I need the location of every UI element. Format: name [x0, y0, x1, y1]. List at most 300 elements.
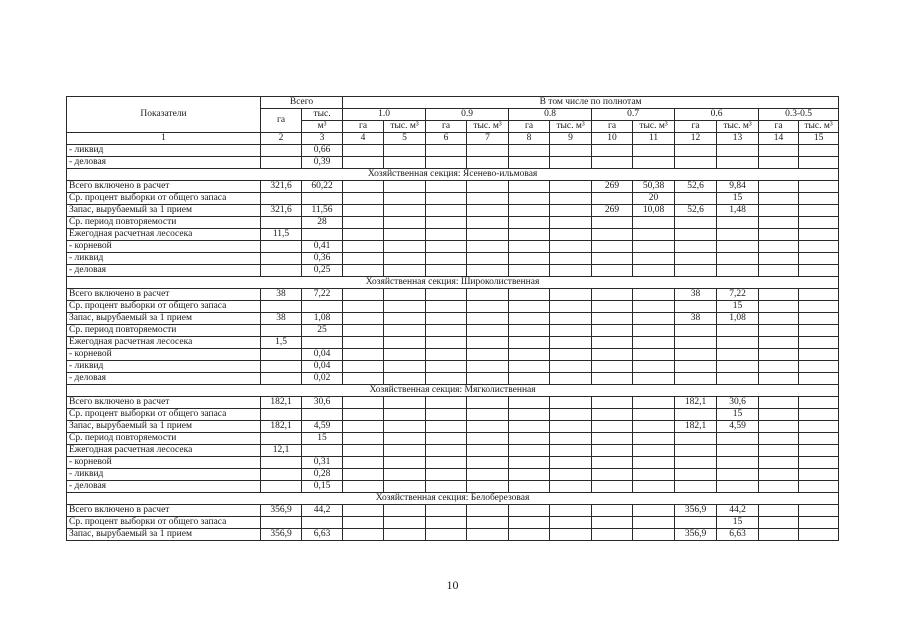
table-row [67, 217, 839, 229]
d03-05-ha-cell [759, 181, 799, 193]
d09-m3-cell [467, 505, 509, 517]
d07-ha-cell: 269 [592, 205, 633, 217]
total-ha-cell [261, 457, 302, 469]
row-label: Ежегодная расчетная лесосека [67, 445, 261, 457]
d10-m3-cell [384, 157, 426, 169]
column-number: 15 [799, 133, 839, 145]
d09-m3-cell [467, 421, 509, 433]
density-ha-header: га [675, 121, 717, 133]
d07-ha-cell [592, 397, 633, 409]
d06-ha-cell [675, 337, 717, 349]
d03-05-m3-cell [799, 265, 839, 277]
row-label: Ср. процент выборки от общего запаса [67, 409, 261, 421]
d07-m3-cell [633, 529, 675, 541]
total-m3-cell [302, 445, 343, 457]
d03-05-ha-cell [759, 505, 799, 517]
d06-m3-cell: 15 [717, 409, 759, 421]
d07-ha-cell [592, 517, 633, 529]
d07-ha-cell [592, 301, 633, 313]
total-ha-cell [261, 469, 302, 481]
row-label: - корневой [67, 241, 261, 253]
d07-m3-cell [633, 481, 675, 493]
row-label: Запас, вырубаемый за 1 прием [67, 313, 261, 325]
row-label: Ср. процент выборки от общего запаса [67, 193, 261, 205]
d06-m3-cell [717, 469, 759, 481]
d06-m3-cell [717, 145, 759, 157]
d07-m3-cell [633, 349, 675, 361]
total-header: Всего [261, 97, 343, 109]
d10-ha-cell [343, 361, 384, 373]
d03-05-m3-cell [799, 421, 839, 433]
d07-m3-cell [633, 433, 675, 445]
d06-ha-cell [675, 229, 717, 241]
d03-05-m3-cell [799, 361, 839, 373]
d03-05-ha-cell [759, 241, 799, 253]
total-ha-cell: 1,5 [261, 337, 302, 349]
d09-ha-cell [426, 433, 467, 445]
d09-m3-cell [467, 433, 509, 445]
d03-05-ha-cell [759, 301, 799, 313]
column-number: 1 [67, 133, 261, 145]
table-row [67, 157, 839, 169]
d08-ha-cell [509, 505, 550, 517]
table-row [67, 253, 839, 265]
d06-ha-cell: 182,1 [675, 397, 717, 409]
d03-05-m3-cell [799, 181, 839, 193]
d03-05-m3-cell [799, 325, 839, 337]
d10-ha-cell [343, 325, 384, 337]
section-row [67, 493, 839, 505]
row-label: Всего включено в расчет [67, 181, 261, 193]
density-header-1: 1.0 [343, 109, 426, 121]
d10-m3-cell [384, 265, 426, 277]
total-ha-cell: 182,1 [261, 421, 302, 433]
total-m3-cell: 15 [302, 433, 343, 445]
table-row [67, 373, 839, 385]
d08-m3-cell [550, 457, 592, 469]
d07-m3-cell [633, 217, 675, 229]
d08-m3-cell [550, 433, 592, 445]
table-row [67, 193, 839, 205]
density-m3-header: тыс. м³ [467, 121, 509, 133]
d08-ha-cell [509, 409, 550, 421]
d10-m3-cell [384, 361, 426, 373]
density-m3-header: тыс. м³ [717, 121, 759, 133]
d10-ha-cell [343, 469, 384, 481]
d06-ha-cell [675, 445, 717, 457]
d09-ha-cell [426, 505, 467, 517]
d06-m3-cell [717, 241, 759, 253]
density-ha-header: га [343, 121, 384, 133]
row-label: Ежегодная расчетная лесосека [67, 337, 261, 349]
d08-ha-cell [509, 193, 550, 205]
total-ha-cell [261, 325, 302, 337]
d09-ha-cell [426, 325, 467, 337]
d09-ha-cell [426, 205, 467, 217]
d08-ha-cell [509, 229, 550, 241]
d07-ha-cell [592, 445, 633, 457]
d07-ha-cell [592, 373, 633, 385]
d10-ha-cell [343, 181, 384, 193]
d07-m3-cell [633, 421, 675, 433]
d09-m3-cell [467, 205, 509, 217]
d08-m3-cell [550, 193, 592, 205]
d08-ha-cell [509, 313, 550, 325]
d10-ha-cell [343, 433, 384, 445]
d08-m3-cell [550, 217, 592, 229]
d10-ha-cell [343, 481, 384, 493]
d09-m3-cell [467, 517, 509, 529]
d09-m3-cell [467, 373, 509, 385]
forest-calculation-table [66, 96, 839, 541]
d07-ha-cell [592, 421, 633, 433]
d10-ha-cell [343, 205, 384, 217]
d10-ha-cell [343, 457, 384, 469]
row-label: - ликвид [67, 253, 261, 265]
total-m3-cell: 0,66 [302, 145, 343, 157]
d07-ha-cell [592, 193, 633, 205]
density-ha-header: га [426, 121, 467, 133]
total-m3-cell: 0,39 [302, 157, 343, 169]
d07-m3-cell [633, 373, 675, 385]
table-row [67, 241, 839, 253]
d09-m3-cell [467, 481, 509, 493]
total-ha-cell: 356,9 [261, 505, 302, 517]
total-m3-cell: 11,56 [302, 205, 343, 217]
d03-05-m3-cell [799, 397, 839, 409]
d07-m3-cell [633, 253, 675, 265]
d03-05-m3-cell [799, 457, 839, 469]
d10-ha-cell [343, 145, 384, 157]
d03-05-m3-cell [799, 157, 839, 169]
d03-05-m3-cell [799, 289, 839, 301]
d08-ha-cell [509, 217, 550, 229]
d09-m3-cell [467, 157, 509, 169]
d03-05-m3-cell [799, 349, 839, 361]
d09-m3-cell [467, 253, 509, 265]
total-m3-cell: 1,08 [302, 313, 343, 325]
column-number: 2 [261, 133, 302, 145]
column-number: 4 [343, 133, 384, 145]
d06-ha-cell [675, 481, 717, 493]
d08-ha-cell [509, 349, 550, 361]
d09-ha-cell [426, 469, 467, 481]
d10-ha-cell [343, 313, 384, 325]
d09-m3-cell [467, 349, 509, 361]
d09-ha-cell [426, 373, 467, 385]
section-title: Хозяйственная секция: Широколиственная [67, 277, 839, 289]
total-m3-cell: 60,22 [302, 181, 343, 193]
total-ha-cell [261, 253, 302, 265]
d03-05-ha-cell [759, 445, 799, 457]
d03-05-m3-cell [799, 253, 839, 265]
d10-m3-cell [384, 445, 426, 457]
by-density-header: В том числе по полнотам [343, 97, 839, 109]
column-number: 8 [509, 133, 550, 145]
d06-m3-cell [717, 481, 759, 493]
row-label: Ср. период повторяемости [67, 217, 261, 229]
d10-ha-cell [343, 253, 384, 265]
d06-m3-cell [717, 445, 759, 457]
d07-m3-cell [633, 361, 675, 373]
d08-m3-cell [550, 145, 592, 157]
density-header-3: 0.8 [509, 109, 592, 121]
d08-m3-cell [550, 181, 592, 193]
d09-ha-cell [426, 517, 467, 529]
d03-05-ha-cell [759, 481, 799, 493]
d06-ha-cell [675, 241, 717, 253]
total-ha-cell [261, 241, 302, 253]
table-row [67, 397, 839, 409]
d07-m3-cell [633, 409, 675, 421]
d07-ha-cell [592, 241, 633, 253]
d08-ha-cell [509, 289, 550, 301]
d10-ha-cell [343, 505, 384, 517]
d08-ha-cell [509, 157, 550, 169]
d09-ha-cell [426, 397, 467, 409]
d08-ha-cell [509, 265, 550, 277]
d09-m3-cell [467, 193, 509, 205]
d06-m3-cell [717, 361, 759, 373]
d06-m3-cell [717, 433, 759, 445]
d08-ha-cell [509, 421, 550, 433]
row-label: Ежегодная расчетная лесосека [67, 229, 261, 241]
total-ha-cell: 356,9 [261, 529, 302, 541]
d10-m3-cell [384, 193, 426, 205]
d10-m3-cell [384, 289, 426, 301]
d06-m3-cell: 4,59 [717, 421, 759, 433]
d07-ha-cell [592, 349, 633, 361]
d09-m3-cell [467, 409, 509, 421]
d03-05-ha-cell [759, 421, 799, 433]
total-ha-cell [261, 301, 302, 313]
d03-05-ha-cell [759, 265, 799, 277]
d03-05-ha-cell [759, 193, 799, 205]
d08-m3-cell [550, 289, 592, 301]
d03-05-ha-cell [759, 253, 799, 265]
d03-05-m3-cell [799, 241, 839, 253]
column-number: 9 [550, 133, 592, 145]
d03-05-ha-cell [759, 349, 799, 361]
d08-ha-cell [509, 241, 550, 253]
density-m3-header: тыс. м³ [633, 121, 675, 133]
total-m3-cell: 0,41 [302, 241, 343, 253]
d10-m3-cell [384, 181, 426, 193]
d10-ha-cell [343, 517, 384, 529]
total-ha-cell [261, 349, 302, 361]
total-m3-cell: 0,02 [302, 373, 343, 385]
d07-m3-cell [633, 337, 675, 349]
d03-05-m3-cell [799, 433, 839, 445]
d07-m3-cell [633, 397, 675, 409]
d07-ha-cell [592, 361, 633, 373]
d08-ha-cell [509, 361, 550, 373]
section-row [67, 169, 839, 181]
total-ha-cell [261, 373, 302, 385]
d10-m3-cell [384, 529, 426, 541]
row-label: - ликвид [67, 469, 261, 481]
header-row-1 [67, 97, 839, 109]
d07-m3-cell [633, 325, 675, 337]
d10-m3-cell [384, 217, 426, 229]
d07-m3-cell [633, 445, 675, 457]
column-number: 10 [592, 133, 633, 145]
d03-05-m3-cell [799, 517, 839, 529]
table-row [67, 301, 839, 313]
d10-ha-cell [343, 241, 384, 253]
d06-ha-cell: 52,6 [675, 181, 717, 193]
d08-m3-cell [550, 229, 592, 241]
d09-ha-cell [426, 421, 467, 433]
d06-ha-cell [675, 349, 717, 361]
column-number: 12 [675, 133, 717, 145]
d03-05-m3-cell [799, 229, 839, 241]
total-ha-cell: 321,6 [261, 205, 302, 217]
d09-m3-cell [467, 529, 509, 541]
d08-m3-cell [550, 325, 592, 337]
d08-m3-cell [550, 361, 592, 373]
d03-05-m3-cell [799, 529, 839, 541]
d10-ha-cell [343, 421, 384, 433]
d10-m3-cell [384, 253, 426, 265]
d09-ha-cell [426, 349, 467, 361]
d03-05-ha-cell [759, 361, 799, 373]
d08-m3-cell [550, 409, 592, 421]
d07-m3-cell: 10,08 [633, 205, 675, 217]
total-m3-cell: 0,04 [302, 349, 343, 361]
d03-05-ha-cell [759, 205, 799, 217]
d06-ha-cell [675, 469, 717, 481]
d10-m3-cell [384, 433, 426, 445]
total-m3-cell: 28 [302, 217, 343, 229]
row-label: - деловая [67, 481, 261, 493]
d09-ha-cell [426, 445, 467, 457]
d10-ha-cell [343, 229, 384, 241]
d03-05-m3-cell [799, 445, 839, 457]
d08-m3-cell [550, 349, 592, 361]
d08-ha-cell [509, 481, 550, 493]
d03-05-ha-cell [759, 373, 799, 385]
row-label: - корневой [67, 457, 261, 469]
d09-ha-cell [426, 529, 467, 541]
d08-ha-cell [509, 529, 550, 541]
d10-ha-cell [343, 337, 384, 349]
d06-m3-cell: 1,08 [717, 313, 759, 325]
table-row [67, 469, 839, 481]
d10-ha-cell [343, 193, 384, 205]
d07-m3-cell: 20 [633, 193, 675, 205]
table-row [67, 505, 839, 517]
table-row [67, 265, 839, 277]
d10-ha-cell [343, 157, 384, 169]
table-row [67, 313, 839, 325]
d06-ha-cell [675, 145, 717, 157]
section-title: Хозяйственная секция: Ясенево-ильмовая [67, 169, 839, 181]
d06-m3-cell: 44,2 [717, 505, 759, 517]
d08-m3-cell [550, 205, 592, 217]
total-m3-cell [302, 229, 343, 241]
d09-m3-cell [467, 229, 509, 241]
d07-ha-cell [592, 505, 633, 517]
table-row [67, 529, 839, 541]
d10-m3-cell [384, 229, 426, 241]
table-row [67, 229, 839, 241]
d06-m3-cell [717, 349, 759, 361]
d09-m3-cell [467, 445, 509, 457]
table-row [67, 409, 839, 421]
d07-ha-cell [592, 217, 633, 229]
d09-m3-cell [467, 301, 509, 313]
total-ha-cell [261, 361, 302, 373]
total-ha-header: га [261, 109, 302, 133]
d09-ha-cell [426, 145, 467, 157]
row-label: Запас, вырубаемый за 1 прием [67, 529, 261, 541]
d09-m3-cell [467, 265, 509, 277]
column-number: 6 [426, 133, 467, 145]
d06-ha-cell [675, 361, 717, 373]
d03-05-m3-cell [799, 337, 839, 349]
d09-ha-cell [426, 337, 467, 349]
d06-m3-cell [717, 337, 759, 349]
row-label: Ср. период повторяемости [67, 433, 261, 445]
d07-ha-cell [592, 337, 633, 349]
total-m3-cell [302, 517, 343, 529]
d08-m3-cell [550, 157, 592, 169]
column-number: 14 [759, 133, 799, 145]
d06-m3-cell [717, 217, 759, 229]
total-m3-header: м³ [302, 121, 343, 133]
total-ha-cell [261, 217, 302, 229]
density-header-6: 0.3-0.5 [759, 109, 839, 121]
d08-m3-cell [550, 445, 592, 457]
d10-m3-cell [384, 373, 426, 385]
d09-ha-cell [426, 409, 467, 421]
total-ha-cell [261, 433, 302, 445]
row-label: Запас, вырубаемый за 1 прием [67, 205, 261, 217]
d07-m3-cell [633, 241, 675, 253]
d08-m3-cell [550, 313, 592, 325]
d06-ha-cell [675, 217, 717, 229]
d08-ha-cell [509, 517, 550, 529]
table-row [67, 445, 839, 457]
d06-ha-cell [675, 373, 717, 385]
column-number-row [67, 133, 839, 145]
d10-m3-cell [384, 349, 426, 361]
d08-ha-cell [509, 301, 550, 313]
d06-m3-cell: 7,22 [717, 289, 759, 301]
d10-m3-cell [384, 325, 426, 337]
d03-05-m3-cell [799, 217, 839, 229]
d09-ha-cell [426, 265, 467, 277]
d07-ha-cell [592, 457, 633, 469]
d08-m3-cell [550, 517, 592, 529]
d06-m3-cell: 1,48 [717, 205, 759, 217]
d03-05-m3-cell [799, 145, 839, 157]
column-number: 13 [717, 133, 759, 145]
d09-ha-cell [426, 313, 467, 325]
d03-05-m3-cell [799, 313, 839, 325]
density-ha-header: га [509, 121, 550, 133]
d09-m3-cell [467, 457, 509, 469]
d10-ha-cell [343, 409, 384, 421]
total-ha-cell [261, 517, 302, 529]
d07-m3-cell [633, 517, 675, 529]
page-number: 10 [446, 578, 459, 592]
d03-05-m3-cell [799, 301, 839, 313]
row-label: - деловая [67, 265, 261, 277]
d08-ha-cell [509, 181, 550, 193]
d06-m3-cell: 15 [717, 517, 759, 529]
